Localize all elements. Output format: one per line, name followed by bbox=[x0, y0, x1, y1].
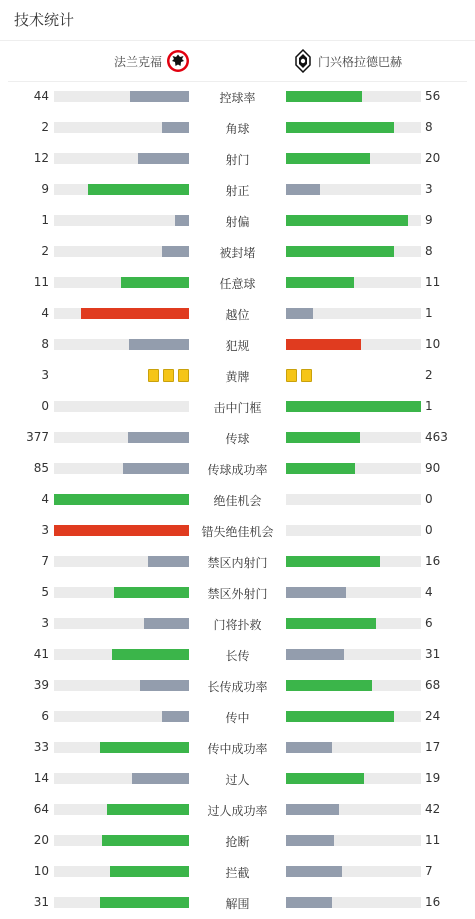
home-value: 6 bbox=[41, 709, 49, 723]
stat-row bbox=[0, 639, 475, 670]
home-value: 33 bbox=[33, 740, 49, 754]
away-value: 24 bbox=[425, 709, 441, 723]
stat-label: 击中门框 bbox=[213, 401, 262, 415]
home-bar-fill bbox=[54, 525, 189, 536]
home-bar-fill bbox=[102, 835, 189, 846]
stat-row bbox=[0, 701, 475, 732]
stat-row bbox=[0, 205, 475, 236]
home-value: 4 bbox=[41, 492, 49, 506]
stat-row bbox=[0, 484, 475, 515]
home-yellow-cards bbox=[148, 369, 189, 382]
stat-label: 射门 bbox=[225, 153, 250, 167]
stat-label: 拦截 bbox=[225, 866, 250, 880]
away-value: 463 bbox=[425, 430, 448, 444]
away-value: 2 bbox=[425, 368, 433, 382]
stat-row bbox=[0, 453, 475, 484]
away-value: 42 bbox=[425, 802, 441, 816]
away-bar-track bbox=[286, 835, 421, 846]
away-value: 11 bbox=[425, 833, 441, 847]
home-bar-fill bbox=[100, 897, 189, 908]
home-team[interactable] bbox=[114, 41, 190, 81]
home-team-name: 法兰克福 bbox=[113, 54, 162, 69]
home-bar-track bbox=[54, 742, 189, 753]
yellow-card-icon bbox=[178, 369, 189, 382]
stat-label: 过人成功率 bbox=[207, 804, 268, 818]
yellow-card-icon bbox=[163, 369, 174, 382]
stat-label: 传球成功率 bbox=[207, 463, 268, 477]
stat-row bbox=[0, 763, 475, 794]
stat-label: 长传 bbox=[225, 649, 250, 663]
away-value: 17 bbox=[425, 740, 441, 754]
stat-label: 任意球 bbox=[219, 277, 256, 291]
away-value: 1 bbox=[425, 399, 433, 413]
home-value: 12 bbox=[33, 151, 49, 165]
away-value: 68 bbox=[425, 678, 441, 692]
home-bar-fill bbox=[138, 153, 189, 164]
away-value: 7 bbox=[425, 864, 433, 878]
home-bar-fill bbox=[54, 494, 189, 505]
away-bar-fill bbox=[286, 742, 332, 753]
away-bar-track bbox=[286, 308, 421, 319]
stat-label: 越位 bbox=[225, 308, 250, 322]
away-bar-track bbox=[286, 339, 421, 350]
home-bar-track bbox=[54, 897, 189, 908]
away-bar-track bbox=[286, 618, 421, 629]
away-bar-track bbox=[286, 91, 421, 102]
away-bar-track bbox=[286, 246, 421, 257]
home-bar-fill bbox=[100, 742, 189, 753]
yellow-card-icon bbox=[301, 369, 312, 382]
stat-label: 角球 bbox=[225, 122, 250, 136]
away-bar-fill bbox=[286, 649, 344, 660]
home-bar-fill bbox=[162, 246, 189, 257]
home-bar-track bbox=[54, 432, 189, 443]
home-bar-track bbox=[54, 556, 189, 567]
home-bar-track bbox=[54, 277, 189, 288]
away-value: 31 bbox=[425, 647, 441, 661]
stat-row bbox=[0, 856, 475, 887]
away-bar-track bbox=[286, 463, 421, 474]
stat-row bbox=[0, 112, 475, 143]
away-bar-track bbox=[286, 122, 421, 133]
away-bar-track bbox=[286, 401, 421, 412]
home-value: 1 bbox=[41, 213, 49, 227]
home-value: 4 bbox=[41, 306, 49, 320]
stat-label: 抢断 bbox=[225, 835, 250, 849]
away-bar-fill bbox=[286, 277, 354, 288]
away-value: 20 bbox=[425, 151, 441, 165]
home-bar-track bbox=[54, 618, 189, 629]
home-value: 85 bbox=[33, 461, 49, 475]
away-value: 56 bbox=[425, 89, 441, 103]
home-bar-fill bbox=[162, 711, 189, 722]
away-bar-fill bbox=[286, 556, 380, 567]
stat-row bbox=[0, 732, 475, 763]
away-bar-fill bbox=[286, 587, 346, 598]
stat-row bbox=[0, 329, 475, 360]
away-value: 11 bbox=[425, 275, 441, 289]
stat-label: 传球 bbox=[225, 432, 250, 446]
away-value: 19 bbox=[425, 771, 441, 785]
stat-label: 控球率 bbox=[219, 91, 256, 105]
home-value: 11 bbox=[33, 275, 49, 289]
away-bar-fill bbox=[286, 711, 394, 722]
away-bar-fill bbox=[286, 835, 334, 846]
home-value: 14 bbox=[33, 771, 49, 785]
home-bar-fill bbox=[123, 463, 189, 474]
diamond-badge-icon bbox=[295, 49, 311, 73]
stat-row bbox=[0, 515, 475, 546]
stat-label: 长传成功率 bbox=[207, 680, 268, 694]
away-bar-fill bbox=[286, 618, 376, 629]
stat-label: 过人 bbox=[225, 773, 250, 787]
home-value: 3 bbox=[41, 616, 49, 630]
stat-label: 绝佳机会 bbox=[213, 494, 262, 508]
away-bar-fill bbox=[286, 897, 332, 908]
away-bar-track bbox=[286, 773, 421, 784]
away-value: 8 bbox=[425, 120, 433, 134]
stat-label: 禁区内射门 bbox=[207, 556, 268, 570]
stat-row bbox=[0, 174, 475, 205]
home-bar-track bbox=[54, 773, 189, 784]
away-bar-track bbox=[286, 277, 421, 288]
stat-row bbox=[0, 143, 475, 174]
home-value: 377 bbox=[26, 430, 49, 444]
stat-label: 犯规 bbox=[225, 339, 250, 353]
home-bar-fill bbox=[110, 866, 189, 877]
away-bar-track bbox=[286, 556, 421, 567]
away-value: 6 bbox=[425, 616, 433, 630]
away-bar-fill bbox=[286, 773, 364, 784]
home-bar-track bbox=[54, 463, 189, 474]
stat-row bbox=[0, 794, 475, 825]
home-bar-fill bbox=[121, 277, 189, 288]
stat-label: 射偏 bbox=[225, 215, 250, 229]
away-value: 4 bbox=[425, 585, 433, 599]
home-value: 2 bbox=[41, 120, 49, 134]
stat-row bbox=[0, 577, 475, 608]
away-bar-track bbox=[286, 153, 421, 164]
home-bar-fill bbox=[132, 773, 189, 784]
home-bar-fill bbox=[148, 556, 189, 567]
stat-row bbox=[0, 391, 475, 422]
home-bar-track bbox=[54, 649, 189, 660]
away-value: 10 bbox=[425, 337, 441, 351]
home-bar-track bbox=[54, 308, 189, 319]
away-bar-track bbox=[286, 184, 421, 195]
away-bar-track bbox=[286, 866, 421, 877]
home-bar-track bbox=[54, 401, 189, 412]
home-bar-track bbox=[54, 804, 189, 815]
home-value: 20 bbox=[33, 833, 49, 847]
away-team-name: 门兴格拉德巴赫 bbox=[318, 54, 403, 69]
away-bar-track bbox=[286, 680, 421, 691]
home-bar-track bbox=[54, 835, 189, 846]
away-value: 16 bbox=[425, 554, 441, 568]
home-bar-fill bbox=[81, 308, 189, 319]
away-bar-track bbox=[286, 525, 421, 536]
away-bar-track bbox=[286, 742, 421, 753]
stat-label: 射正 bbox=[225, 184, 250, 198]
away-bar-fill bbox=[286, 308, 313, 319]
home-bar-track bbox=[54, 91, 189, 102]
away-bar-track bbox=[286, 215, 421, 226]
away-value: 16 bbox=[425, 895, 441, 909]
away-bar-fill bbox=[286, 122, 394, 133]
home-bar-track bbox=[54, 339, 189, 350]
away-bar-fill bbox=[286, 866, 342, 877]
home-bar-track bbox=[54, 153, 189, 164]
stat-label: 门将扑救 bbox=[213, 618, 262, 632]
stat-label: 解围 bbox=[225, 897, 250, 911]
away-value: 90 bbox=[425, 461, 441, 475]
home-bar-fill bbox=[112, 649, 189, 660]
home-bar-fill bbox=[129, 339, 189, 350]
away-bar-fill bbox=[286, 91, 362, 102]
home-value: 64 bbox=[33, 802, 49, 816]
home-bar-fill bbox=[107, 804, 189, 815]
home-bar-track bbox=[54, 587, 189, 598]
stat-label: 传中 bbox=[225, 711, 250, 725]
home-bar-fill bbox=[144, 618, 189, 629]
stat-row bbox=[0, 360, 475, 391]
away-value: 0 bbox=[425, 492, 433, 506]
home-bar-fill bbox=[128, 432, 189, 443]
home-value: 8 bbox=[41, 337, 49, 351]
away-bar-fill bbox=[286, 804, 339, 815]
home-bar-track bbox=[54, 866, 189, 877]
home-value: 3 bbox=[41, 523, 49, 537]
away-team[interactable] bbox=[295, 41, 402, 81]
stat-label: 错失绝佳机会 bbox=[201, 525, 274, 539]
stat-row bbox=[0, 81, 475, 112]
away-bar-fill bbox=[286, 680, 372, 691]
home-bar-fill bbox=[140, 680, 189, 691]
home-bar-track bbox=[54, 122, 189, 133]
stat-row bbox=[0, 825, 475, 856]
home-value: 7 bbox=[41, 554, 49, 568]
home-bar-fill bbox=[88, 184, 189, 195]
away-bar-track bbox=[286, 587, 421, 598]
home-value: 5 bbox=[41, 585, 49, 599]
yellow-card-icon bbox=[148, 369, 159, 382]
home-value: 2 bbox=[41, 244, 49, 258]
home-bar-track bbox=[54, 246, 189, 257]
away-bar-fill bbox=[286, 246, 394, 257]
away-bar-track bbox=[286, 494, 421, 505]
home-bar-track bbox=[54, 494, 189, 505]
home-bar-track bbox=[54, 525, 189, 536]
teams-header bbox=[0, 41, 475, 81]
stat-label: 禁区外射门 bbox=[207, 587, 268, 601]
stat-label: 被封堵 bbox=[219, 246, 256, 260]
stat-label: 黄牌 bbox=[225, 370, 250, 384]
away-bar-fill bbox=[286, 215, 408, 226]
stat-row bbox=[0, 670, 475, 701]
away-value: 0 bbox=[425, 523, 433, 537]
stat-row bbox=[0, 267, 475, 298]
home-value: 0 bbox=[41, 399, 49, 413]
stat-label: 传中成功率 bbox=[207, 742, 268, 756]
away-bar-fill bbox=[286, 401, 421, 412]
away-value: 1 bbox=[425, 306, 433, 320]
stat-row bbox=[0, 546, 475, 577]
away-bar-fill bbox=[286, 432, 360, 443]
away-bar-fill bbox=[286, 184, 320, 195]
home-value: 44 bbox=[33, 89, 49, 103]
away-bar-track bbox=[286, 804, 421, 815]
home-bar-track bbox=[54, 215, 189, 226]
away-value: 8 bbox=[425, 244, 433, 258]
away-bar-track bbox=[286, 432, 421, 443]
home-value: 3 bbox=[41, 368, 49, 382]
away-yellow-cards bbox=[286, 369, 312, 382]
away-bar-track bbox=[286, 897, 421, 908]
away-bar-fill bbox=[286, 463, 355, 474]
away-bar-fill bbox=[286, 153, 370, 164]
away-bar-fill bbox=[286, 339, 361, 350]
stat-row bbox=[0, 298, 475, 329]
away-bar-track bbox=[286, 711, 421, 722]
stat-row bbox=[0, 236, 475, 267]
stat-row bbox=[0, 608, 475, 639]
home-value: 10 bbox=[33, 864, 49, 878]
stat-row bbox=[0, 422, 475, 453]
home-value: 9 bbox=[41, 182, 49, 196]
home-bar-track bbox=[54, 711, 189, 722]
away-bar-track bbox=[286, 649, 421, 660]
home-bar-fill bbox=[175, 215, 189, 226]
home-bar-fill bbox=[162, 122, 189, 133]
page-title: 技术统计 bbox=[14, 11, 75, 29]
away-value: 9 bbox=[425, 213, 433, 227]
home-value: 41 bbox=[33, 647, 49, 661]
home-bar-fill bbox=[130, 91, 189, 102]
home-value: 31 bbox=[33, 895, 49, 909]
stat-row bbox=[0, 887, 475, 918]
yellow-card-icon bbox=[286, 369, 297, 382]
home-bar-fill bbox=[114, 587, 189, 598]
home-bar-track bbox=[54, 680, 189, 691]
home-bar-track bbox=[54, 184, 189, 195]
home-value: 39 bbox=[33, 678, 49, 692]
eagle-badge-icon bbox=[166, 49, 190, 73]
away-value: 3 bbox=[425, 182, 433, 196]
